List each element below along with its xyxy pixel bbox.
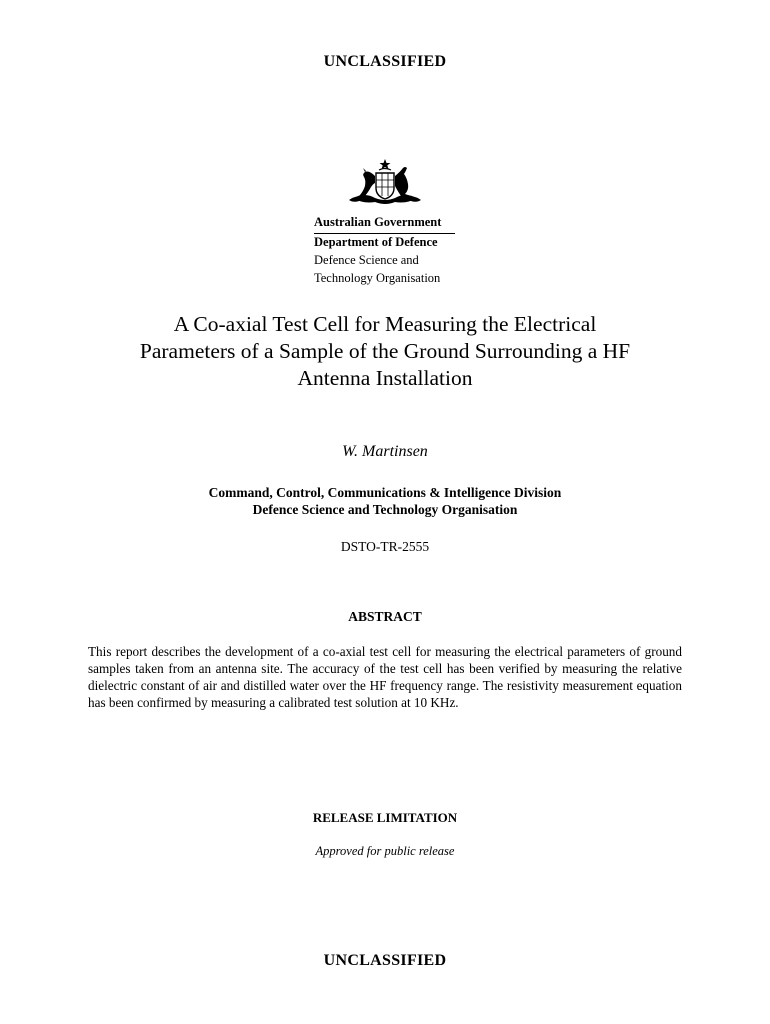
government-name: Australian Government	[314, 215, 442, 229]
release-limitation-text: Approved for public release	[315, 844, 455, 858]
report-title	[60, 311, 710, 392]
author-name: W. Martinsen	[342, 443, 428, 460]
organisation-name-line1: Defence Science and	[314, 253, 419, 267]
report-title-line2: Parameters of a Sample of the Ground Surrounding a HF	[139, 339, 631, 363]
abstract-heading: ABSTRACT	[348, 609, 422, 624]
affiliation-division: Command, Control, Communications & Intelligence Division	[208, 485, 562, 500]
coat-of-arms-icon	[345, 158, 425, 208]
release-limitation-heading: RELEASE LIMITATION	[312, 810, 458, 825]
abstract-text: This report describes the development of a co-axial test cell for measuring the electrical parameters of ground samples taken from an antenna site. The accuracy of the test cell has been verified by measuring the relative dielectric constant of air and distilled water over the HF frequency range. The resistivity measurement equation has been confirmed by measuring a calibrated test solution at 10 KHz.	[88, 644, 682, 710]
affiliation-organisation: Defence Science and Technology Organisation	[252, 502, 518, 517]
department-name: Department of Defence	[314, 235, 438, 249]
organisation-name-line2: Technology Organisation	[314, 271, 441, 285]
report-title-line3: Antenna Installation	[297, 366, 473, 390]
report-title-line1: A Co-axial Test Cell for Measuring the Electrical	[173, 312, 597, 336]
report-number: DSTO-TR-2555	[340, 539, 430, 554]
classification-header: UNCLASSIFIED	[323, 53, 447, 70]
classification-footer: UNCLASSIFIED	[323, 952, 447, 969]
